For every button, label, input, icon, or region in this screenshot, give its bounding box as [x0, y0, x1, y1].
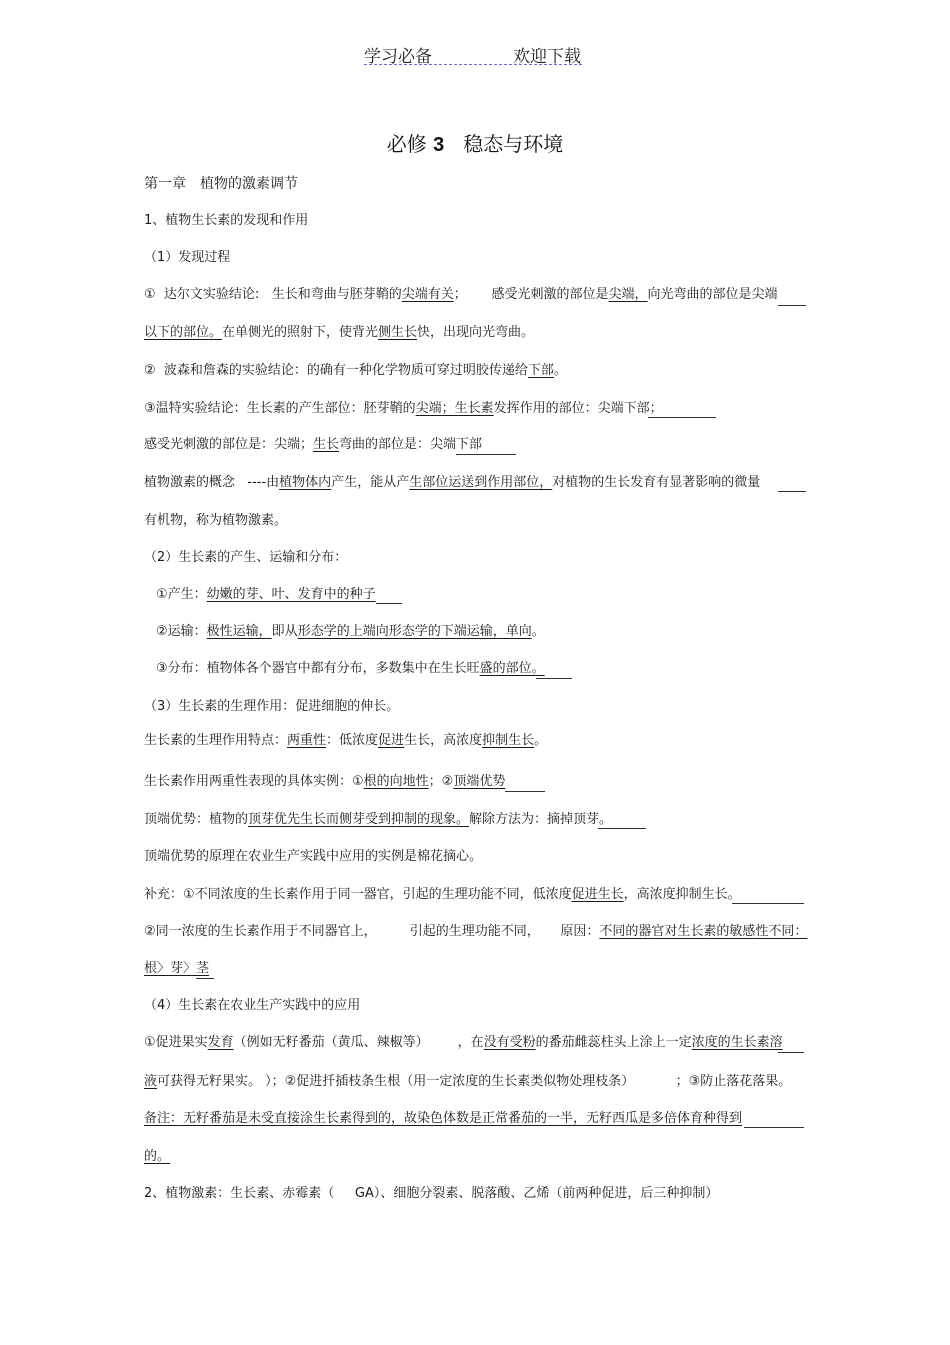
- underlined-span: 促进: [378, 733, 405, 748]
- text-span: 生长，高浓度: [404, 733, 483, 748]
- underlined-span: 顶端优势: [453, 774, 506, 789]
- text-span: 。: [553, 363, 567, 378]
- text-line: [144, 363, 567, 379]
- text-line: [144, 774, 505, 790]
- underlined-span: 发育: [207, 1035, 234, 1050]
- text-line: [144, 1149, 170, 1165]
- header-left: 学习必备: [364, 47, 432, 67]
- text-line: [144, 733, 547, 749]
- text-span: 在单侧光的照射下，使背光: [222, 325, 379, 340]
- text-span: 植物激素的概念 ----由: [144, 475, 280, 490]
- blank-underline: [536, 678, 572, 679]
- underlined-span: 下部: [527, 363, 554, 378]
- text-line: [144, 437, 482, 453]
- blank-underline: [778, 305, 806, 306]
- header-right: 欢迎下载: [513, 47, 581, 67]
- title-text: 稳态与环境: [463, 132, 564, 156]
- text-span: ② 波森和詹森的实验结论：的确有一种化学物质可穿过明胶传递给: [144, 363, 528, 378]
- text-line: [156, 587, 376, 603]
- text-span: 解除方法为：摘掉顶芽: [469, 812, 600, 827]
- text-span: 对植物的生长发育有显著影响的微量: [552, 475, 761, 490]
- text-line: 顶端优势的原理在农业生产实践中应用的实例是棉花摘心。: [144, 849, 483, 864]
- blank-underline: [648, 417, 716, 418]
- text-span: 产生，能从产: [331, 475, 410, 490]
- text-line: [144, 1111, 742, 1127]
- underlined-span: 根的向地性: [363, 774, 429, 789]
- blank-underline: [505, 791, 545, 792]
- blank-underline: [778, 491, 806, 492]
- underlined-span: 生长: [508, 733, 535, 748]
- subsection-heading: （3）生长素的生理作用：促进细胞的伸长。: [144, 699, 400, 714]
- underlined-span: 两重性: [287, 733, 327, 748]
- text-span: 可获得无籽果实。 ）；②促进扦插枝条生根（用一定浓度的生长素类似物处理枝条） ；③防止落花落果。: [157, 1074, 792, 1089]
- underlined-span: 生长: [313, 437, 340, 452]
- underlined-span: 促进生长: [571, 887, 624, 902]
- text-span: ②同一浓度的生长素作用于不同器官上， 引起的生理功能不同， 原因：: [144, 924, 600, 939]
- blank-underline: [456, 454, 516, 455]
- blank-underline: [744, 1127, 804, 1128]
- text-line: [144, 812, 612, 828]
- text-line: 有机物，称为植物激素。: [144, 513, 288, 528]
- text-span: 感受光刺激的部位是：尖端；: [144, 437, 314, 452]
- section-heading-1: 1、植物生长素的发现和作用: [144, 213, 309, 228]
- text-span: 弯曲的部位是：尖端下部: [339, 437, 483, 452]
- text-span: ③分布：植物体各个器官中都有分布，多数集中在生长旺: [156, 661, 480, 676]
- text-span: ③温特实验结论：生长素的产生部位：胚芽鞘的: [144, 401, 416, 416]
- text-span: ①促进果实: [144, 1035, 208, 1050]
- underlined-span: 幼嫩的芽、叶、发育中的种子: [206, 587, 376, 602]
- underlined-span: 尖端；生长素: [415, 401, 494, 416]
- underlined-span: 顶芽优先生长而侧芽受到抑制的现象。: [248, 812, 470, 827]
- text-span: 快，出现向光弯曲。: [417, 325, 535, 340]
- text-span: 顶端优势：植物的: [144, 812, 249, 827]
- blank-underline: [196, 978, 214, 979]
- title-number: 3: [433, 134, 445, 156]
- text-line: [144, 401, 663, 417]
- text-span: 。: [531, 624, 545, 639]
- text-line: [144, 924, 807, 940]
- underlined-span: 没有受粉: [483, 1035, 536, 1050]
- text-line: [144, 1074, 791, 1090]
- section-heading-2: 2、植物激素：生长素、赤霉素（ GA）、细胞分裂素、脱落酸、乙烯（前两种促进，后三种抑制）: [144, 1186, 719, 1201]
- underlined-span: 根〉芽〉茎: [144, 961, 210, 976]
- text-line: [156, 624, 545, 640]
- underlined-span: 备注：无籽番茄是未受直接涂生长素得到的，故染色体数是正常番茄的一半，无籽西瓜是多倍体育种得到: [144, 1111, 743, 1126]
- underlined-span: 盛的部位。: [479, 661, 545, 676]
- underlined-span: 不同的器官对生长素的敏感性不同：: [599, 924, 808, 939]
- underlined-span: 尖端有关: [401, 287, 454, 302]
- text-span: ；②: [428, 774, 454, 789]
- text-line: [144, 287, 778, 303]
- underlined-span: 以下的部位。: [144, 325, 223, 340]
- text-line: [144, 475, 760, 491]
- page-header: [364, 42, 582, 65]
- text-span: ； 感受光刺激的部位是: [453, 287, 609, 302]
- text-line: [144, 887, 741, 903]
- subsection-heading: （4）生长素在农业生产实践中的应用: [144, 998, 361, 1013]
- text-span: ，高浓度抑制生长。: [623, 887, 741, 902]
- text-span: 发挥作用的部位：尖端下部；: [493, 401, 663, 416]
- blank-underline: [732, 903, 804, 904]
- page-title: [0, 128, 950, 157]
- blank-underline: [376, 603, 402, 604]
- chapter-heading: 第一章 植物的激素调节: [144, 176, 298, 192]
- underlined-span: 的。: [144, 1149, 171, 1164]
- underlined-span: 生部位运送到作用部位，: [409, 475, 553, 490]
- underlined-span: 极性运输，: [206, 624, 272, 639]
- subsection-heading: （1）发现过程: [144, 250, 231, 265]
- text-span: ① 达尔文实验结论: 生长和弯曲与胚芽鞘的: [144, 287, 402, 302]
- text-span: 。: [599, 812, 613, 827]
- text-span: 补充：①不同浓度的生长素作用于同一器官，引起的生理功能不同，低浓度: [144, 887, 572, 902]
- underlined-span: 抑制: [482, 733, 509, 748]
- text-span: 生长素的生理作用特点：: [144, 733, 288, 748]
- underlined-span: 液: [144, 1074, 158, 1089]
- underlined-span: 侧生长: [378, 325, 418, 340]
- text-span: 生长素作用两重性表现的具体实例：①: [144, 774, 364, 789]
- subsection-heading: （2）生长素的产生、运输和分布：: [144, 550, 348, 565]
- text-span: ：低浓度: [326, 733, 379, 748]
- title-prefix: 必修: [386, 132, 427, 156]
- underlined-span: 浓度的生长素溶: [691, 1035, 783, 1050]
- text-line: [156, 661, 545, 677]
- text-span: ②运输：: [156, 624, 207, 639]
- underlined-span: 植物体内: [279, 475, 332, 490]
- text-line: [144, 1035, 783, 1051]
- text-span: 即从: [271, 624, 298, 639]
- text-span: 。: [534, 733, 548, 748]
- text-span: 向光弯曲的部位是尖端: [647, 287, 778, 302]
- underlined-span: 尖端，: [608, 287, 648, 302]
- blank-underline: [778, 1052, 804, 1053]
- text-span: 的番茄雌蕊柱头上涂上一定: [535, 1035, 692, 1050]
- text-span: （例如无籽番茄（黄瓜、辣椒等） ，在: [233, 1035, 484, 1050]
- text-line: [144, 325, 534, 341]
- blank-underline: [598, 828, 646, 829]
- text-line: [144, 961, 209, 977]
- text-span: ①产生：: [156, 587, 207, 602]
- underlined-span: 形态学的上端向形态学的下端运输，单向: [297, 624, 532, 639]
